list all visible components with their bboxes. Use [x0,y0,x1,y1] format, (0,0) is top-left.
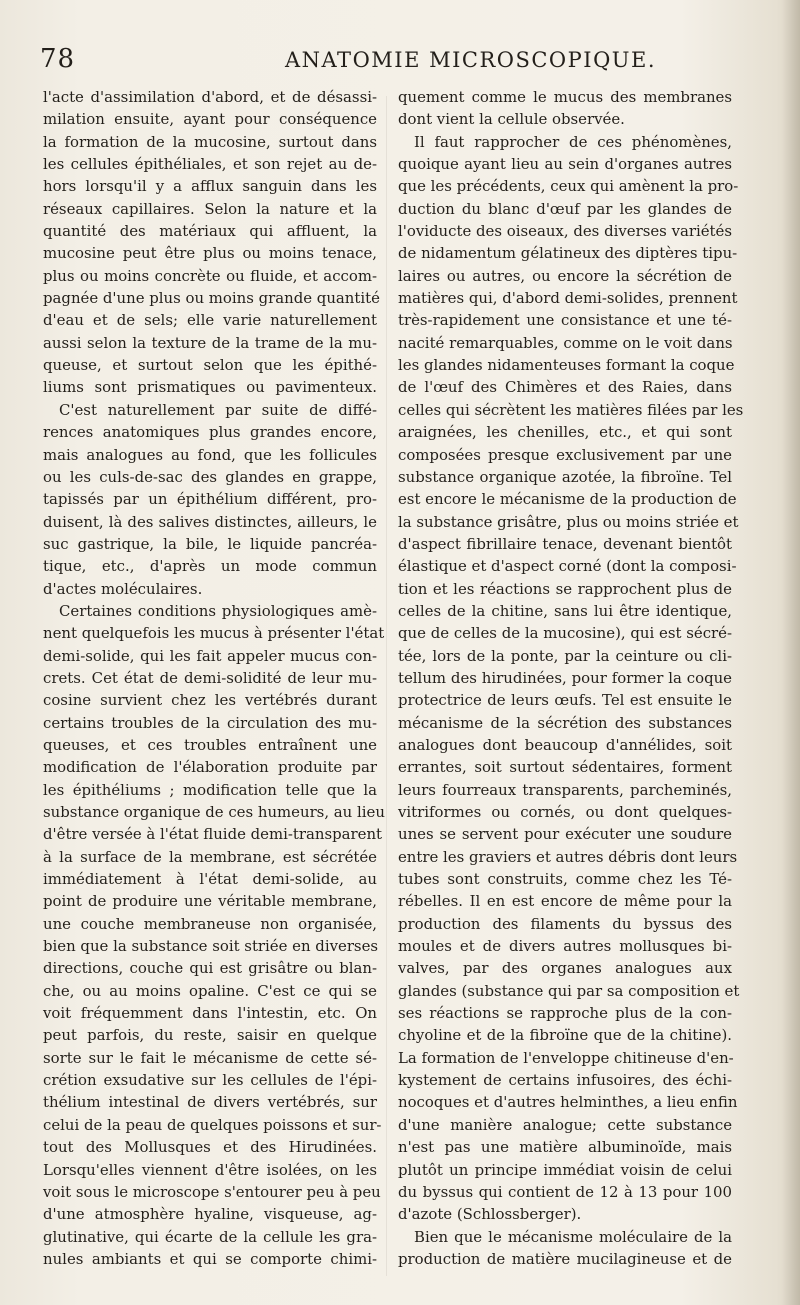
text-line: élastique et d'aspect corné (dont la composi- [398,557,737,576]
text-line: pagnée d'une plus ou moins grande quantité [43,289,380,308]
text-line: entre les graviers et autres débris dont leurs [398,847,738,866]
text-line: peut parfois, du reste, saisir en quelque [43,1026,377,1045]
text-line: glutinative, qui écarte de la cellule les gra- [43,1227,377,1246]
text-line: vitriformes ou cornés, ou dont quelques- [398,803,732,821]
text-line: laires ou autres, ou encore la sécrétion de [398,266,732,285]
text-line: l'acte d'assimilation d'abord, et de désassi- [43,88,377,106]
text-line: che, ou au moins opaline. C'est ce qui se [43,981,377,1000]
text-line: tout des Mollusques et des Hirudinées. [43,1138,377,1157]
page-header [40,40,760,80]
text-line: aussi selon la texture de la trame de la mu- [43,333,377,352]
text-line: bien que la substance soit striée en diverses [43,937,379,956]
text-line: milation ensuite, ayant pour conséquence [43,110,377,129]
text-line: composées presque exclusivement par une [398,445,732,464]
text-line: de nidamentum gélatineux des diptères tipu- [398,244,738,263]
text-line: point de produire une véritable membrane, [43,892,377,911]
text-line: du byssus qui contient de 12 à 13 pour 100 [398,1182,732,1201]
text-line: les glandes nidamenteuses formant la coque [398,356,735,375]
text-line: production de matière mucilagineuse et de [398,1249,732,1268]
text-line: protectrice de leurs œufs. Tel est ensuite le [398,691,732,710]
text-line: Certaines conditions physiologiques amè- [59,601,377,620]
page-edge-shadow [782,0,800,1305]
text-line: nules ambiants et qui se comporte chimi- [43,1249,377,1268]
text-line: demi-solide, qui les fait appeler mucus con- [43,646,377,665]
text-line: n'est pas une matière albuminoïde, mais [398,1138,732,1157]
text-line: rébelles. Il en est encore de même pour la [398,892,732,911]
text-line: que de celles de la mucosine), qui est sécré- [398,624,732,643]
text-line: analogues dont beaucoup d'annélides, soit [398,735,732,754]
text-line: thélium intestinal de divers vertébrés, sur [43,1093,377,1112]
text-line: les épithéliums ; modification telle que la [43,780,377,799]
text-line: dont vient la cellule observée. [398,110,625,129]
text-line: kystement de certains infusoires, des échi- [398,1071,732,1090]
text-line: glandes (substance qui par sa composition et [398,981,740,1000]
text-line: sorte sur le fait le mécanisme de cette sé- [43,1048,377,1067]
text-line: rences anatomiques plus grandes encore, [43,423,377,442]
text-line: tée, lors de la ponte, par la ceinture ou cli- [398,646,732,665]
text-line: nent quelquefois les mucus à présenter l'état [43,624,385,643]
text-line: d'eau et de sels; elle varie naturellement [43,311,377,330]
text-line: C'est naturellement par suite de diffé- [59,400,377,419]
text-line: Lorsqu'elles viennent d'être isolées, on les [43,1160,377,1179]
text-line: duisent, là des salives distinctes, ailleurs, le [43,512,377,531]
text-line: queuse, et surtout selon que les épithé- [43,356,377,375]
text-line: voit sous le microscope s'entourer peu à peu [43,1182,381,1201]
text-line: mucosine peut être plus ou moins tenace, [43,244,377,263]
text-line: d'aspect fibrillaire tenace, devenant bientôt [398,534,732,553]
text-line: certains troubles de la circulation des mu- [43,713,377,732]
text-line: la substance grisâtre, plus ou moins striée et [398,512,739,531]
text-line: ses réactions se rapproche plus de la con- [398,1004,732,1023]
text-line: production des filaments du byssus des [398,914,732,933]
text-line: tique, etc., d'après un mode commun [43,557,377,576]
text-line: liums sont prismatiques ou pavimenteux. [43,378,377,397]
right-text-column [398,86,744,1270]
text-line: d'être versée à l'état fluide demi-transparent [43,825,383,844]
text-line: tion et les réactions se rapprochent plus de [398,579,732,598]
text-line: suc gastrique, la bile, le liquide pancréa- [43,534,377,553]
text-line: d'azote (Schlossberger). [398,1205,582,1224]
text-line: quement comme le mucus des membranes [398,88,732,106]
text-line: de l'œuf des Chimères et des Raies, dans [398,378,732,397]
text-line: directions, couche qui est grisâtre ou blan- [43,959,377,978]
text-line: nacité remarquables, comme on le voit dans [398,333,733,352]
text-line: celui de la peau de quelques poissons et sur- [43,1115,382,1134]
text-line: substance organique azotée, la fibroïne. Tel [398,467,732,486]
text-line: quoique ayant lieu au sein d'organes autres [398,155,732,174]
text-line: chyoline et de la fibroïne que de la chitine). [398,1026,732,1045]
running-title: ANATOMIE MICROSCOPIQUE. [285,48,656,72]
text-line: plus ou moins concrète ou fluide, et accom- [43,266,377,285]
text-line: celles qui sécrètent les matières filées par les [398,400,744,419]
text-line: mais analogues au fond, que les follicules [43,445,377,464]
text-line: les cellules épithéliales, et son rejet au de- [43,155,377,174]
text-line: hors lorsqu'il y a afflux sanguin dans les [43,177,377,196]
text-line: cosine survient chez les vertébrés durant [43,691,377,710]
text-line: que les précédents, ceux qui amènent la pro- [398,177,739,196]
text-line: tubes sont construits, comme chez les Té- [398,870,732,889]
text-line: tapissés par un épithélium différent, pro- [43,490,377,509]
page-number: 78 [40,44,76,74]
text-line: crets. Cet état de demi-solidité de leur mu- [43,668,377,687]
text-line: nocoques et d'autres helminthes, a lieu enfin [398,1093,738,1112]
text-line: celles de la chitine, sans lui être identique, [398,601,732,620]
text-line: d'actes moléculaires. [43,579,203,598]
text-line: Bien que le mécanisme moléculaire de la [414,1227,732,1246]
text-line: errantes, soit surtout sédentaires, forment [398,758,732,777]
left-text-column [43,86,385,1270]
text-line: d'une atmosphère hyaline, visqueuse, ag- [43,1205,377,1224]
text-line: La formation de l'enveloppe chitineuse d'en- [398,1048,734,1067]
text-line: quantité des matériaux qui affluent, la [43,222,377,241]
text-line: une couche membraneuse non organisée, [43,914,377,933]
text-line: leurs fourreaux transparents, parcheminés, [398,780,732,799]
text-line: Il faut rapprocher de ces phénomènes, [414,132,732,151]
text-line: crétion exsudative sur les cellules de l'épi- [43,1071,377,1090]
text-line: réseaux capillaires. Selon la nature et la [43,199,377,218]
text-line: l'oviducte des oiseaux, des diverses variétés [398,222,732,241]
text-line: unes se servent pour exécuter une soudure [398,825,732,844]
text-line: modification de l'élaboration produite par [43,758,377,777]
text-line: moules et de divers autres mollusques bi- [398,937,732,956]
text-line: la formation de la mucosine, surtout dans [43,132,377,151]
text-line: matières qui, d'abord demi-solides, prennent [398,289,738,308]
text-line: araignées, les chenilles, etc., et qui sont [398,423,732,442]
text-line: substance organique de ces humeurs, au lieu [43,803,385,821]
text-line: à la surface de la membrane, est sécrétée [43,847,377,866]
text-line: voit fréquemment dans l'intestin, etc. On [43,1004,377,1023]
text-line: d'une manière analogue; cette substance [398,1115,732,1134]
text-line: queuses, et ces troubles entraînent une [43,735,377,754]
text-line: duction du blanc d'œuf par les glandes de [398,199,732,218]
text-line: immédiatement à l'état demi-solide, au [43,870,377,889]
text-line: est encore le mécanisme de la production de [398,490,737,509]
text-line: plutôt un principe immédiat voisin de celui [398,1160,732,1179]
text-line: tellum des hirudinées, pour former la coque [398,668,732,687]
text-line: très-rapidement une consistance et une té- [398,311,732,330]
text-line: valves, par des organes analogues aux [398,959,732,978]
text-line: mécanisme de la sécrétion des substances [398,713,732,732]
column-gutter [386,96,387,1276]
text-line: ou les culs-de-sac des glandes en grappe, [43,467,377,486]
